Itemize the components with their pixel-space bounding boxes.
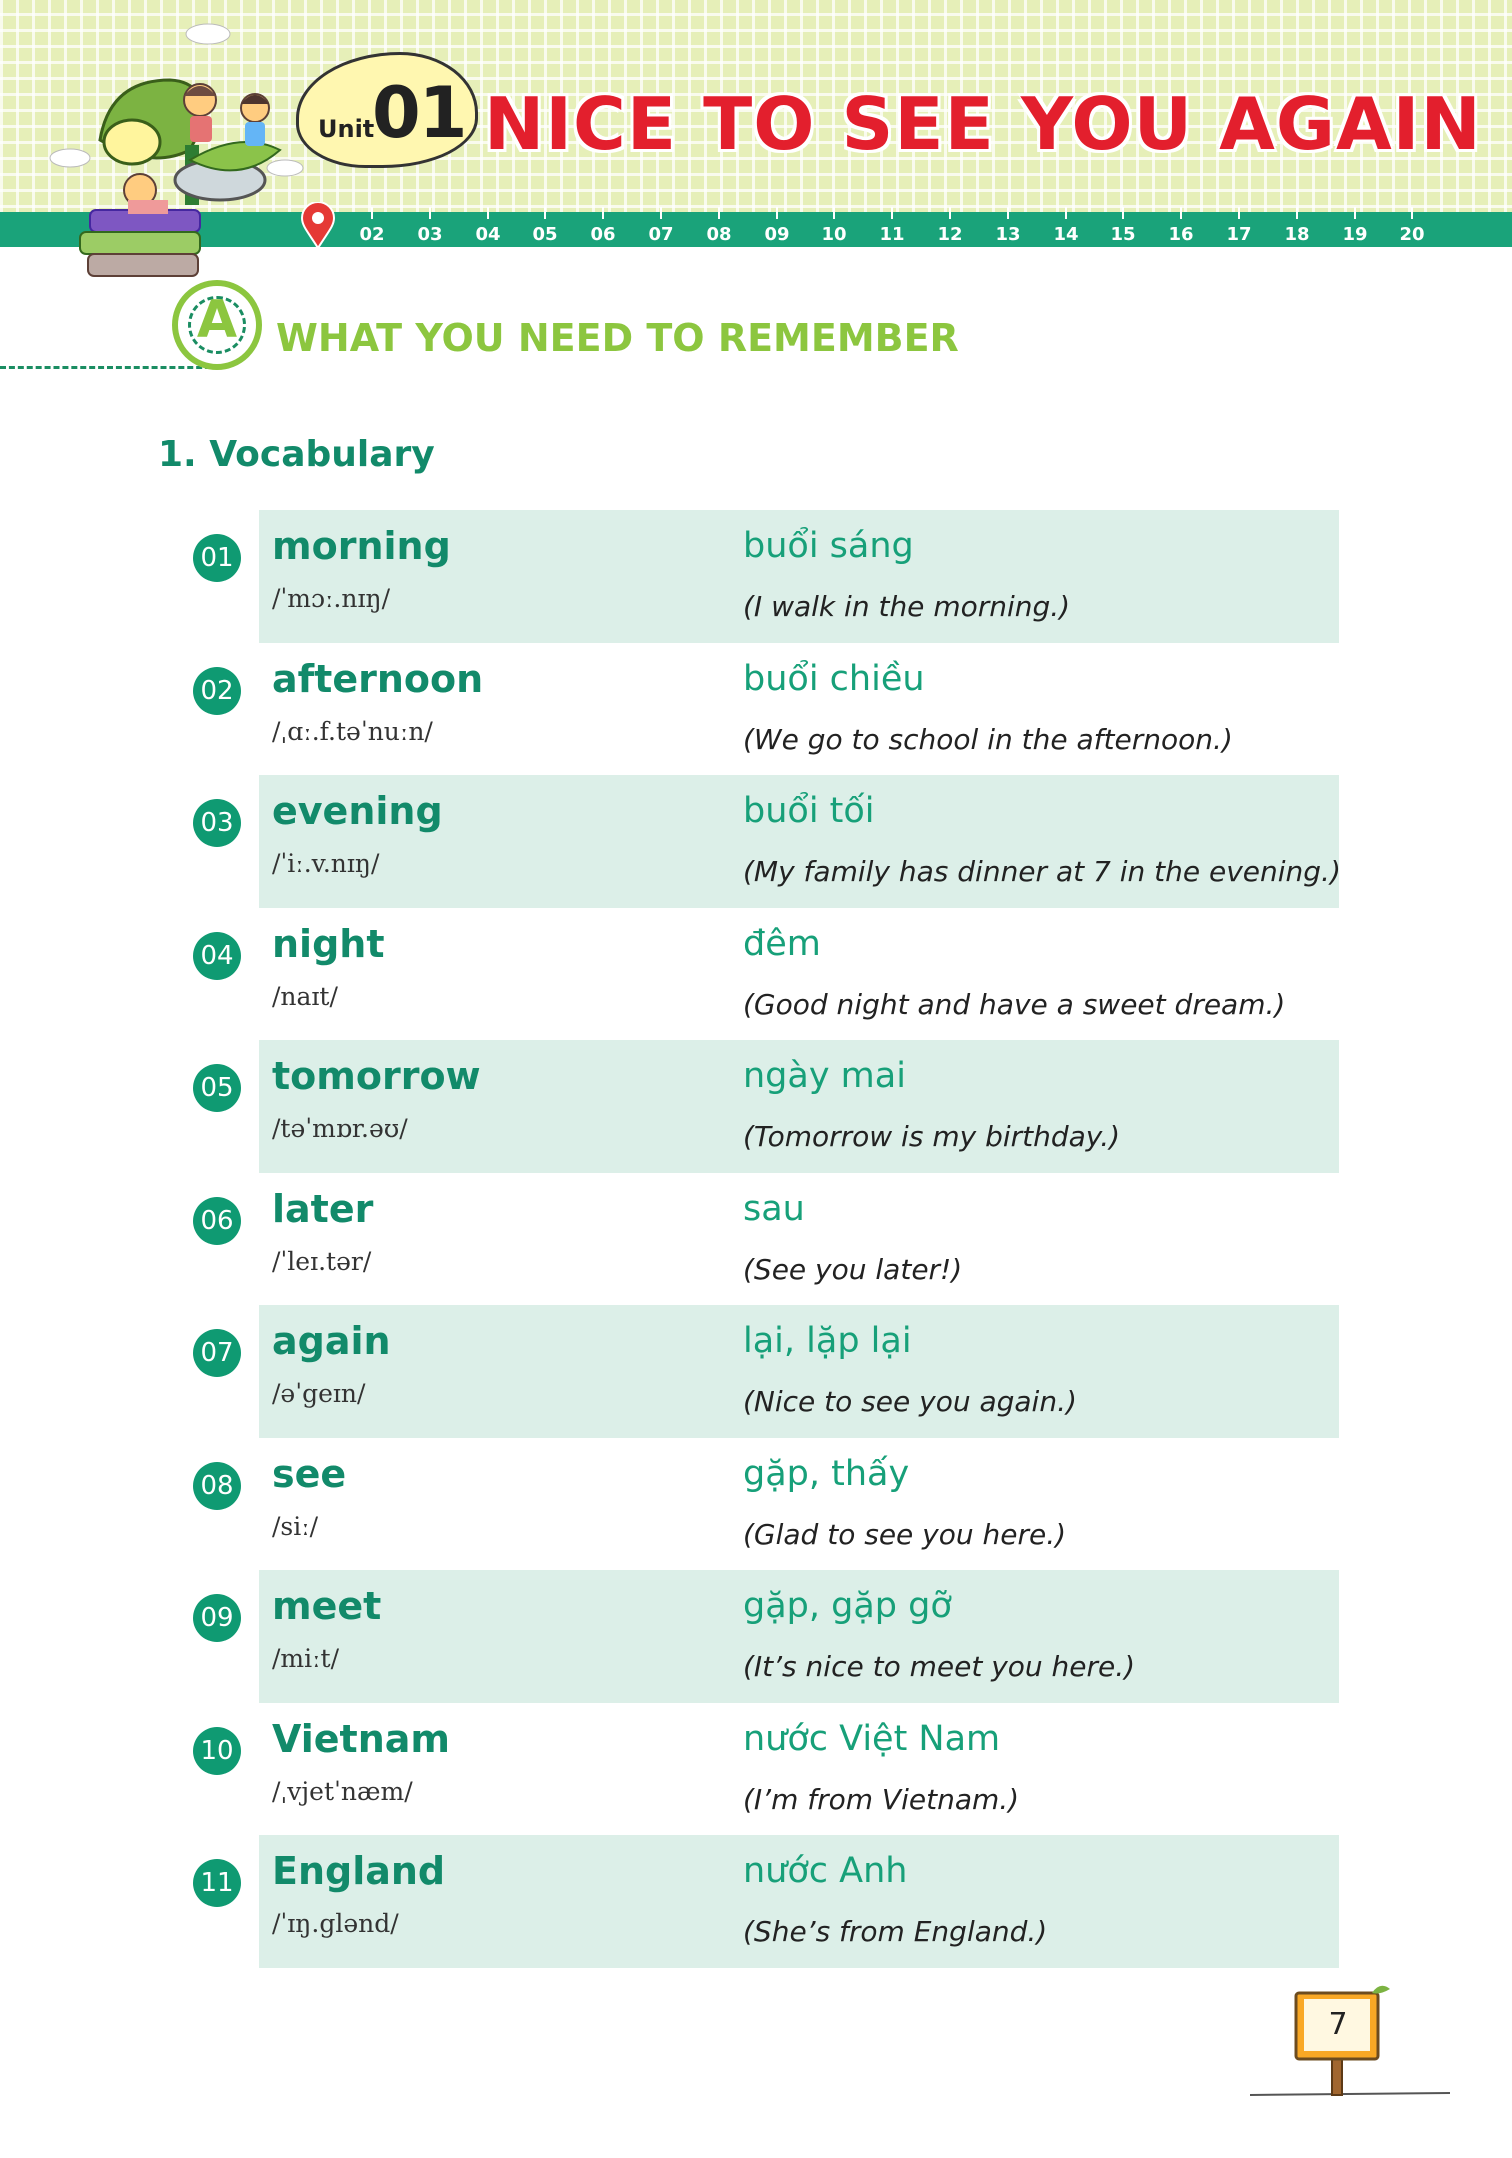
vocab-row (0, 1305, 1512, 1438)
vocab-example: (Tomorrow is my birthday.) (743, 1120, 1121, 1153)
vocab-meaning: đêm (743, 923, 821, 964)
ruler-tick (1180, 207, 1182, 219)
unit-nav-number[interactable]: 13 (995, 224, 1021, 245)
vocab-example: (I walk in the morning.) (743, 590, 1071, 623)
ruler-tick (949, 207, 951, 219)
vocab-word: evening (272, 789, 443, 833)
vocab-meaning: nước Việt Nam (743, 1718, 1001, 1759)
ruler-tick (1007, 207, 1009, 219)
ruler-tick (660, 207, 662, 219)
vocab-meaning: nước Anh (743, 1851, 908, 1891)
vocab-example: (Good night and have a sweet dream.) (743, 987, 1286, 1021)
vocab-word: afternoon (272, 656, 484, 701)
ruler-tick (544, 207, 546, 219)
vocab-row (0, 643, 1512, 776)
section-title: WHAT YOU NEED TO REMEMBER (276, 316, 959, 360)
unit-nav-number[interactable]: 15 (1110, 224, 1136, 245)
ruler-tick (1065, 207, 1067, 219)
unit-nav-number[interactable]: 05 (532, 224, 558, 245)
vocab-number-badge: 02 (193, 667, 241, 715)
vocab-meaning: gặp, thấy (743, 1453, 910, 1494)
vocab-example: (We go to school in the afternoon.) (743, 722, 1233, 756)
section-letter: A (196, 290, 238, 350)
vocab-word: see (272, 1451, 347, 1496)
vocab-number-badge: 01 (193, 534, 241, 582)
ruler-tick (1238, 207, 1240, 219)
unit-nav-number[interactable]: 06 (590, 224, 616, 245)
vocab-example: (My family has dinner at 7 in the evening.) (743, 855, 1341, 888)
vocab-number-badge: 04 (193, 932, 241, 980)
unit-nav-number[interactable]: 09 (764, 224, 790, 245)
vocab-pronunciation: /naɪt/ (272, 981, 338, 1011)
page-number: 7 (1328, 2007, 1348, 2042)
ruler-tick (371, 207, 373, 219)
vocab-pronunciation: /ˈɪŋ.glənd/ (272, 1909, 399, 1938)
ruler-tick (429, 207, 431, 219)
vocabulary-heading: 1. Vocabulary (158, 434, 435, 475)
unit-nav-number[interactable]: 11 (879, 224, 905, 245)
vocab-row (0, 775, 1512, 908)
vocab-row (0, 908, 1512, 1041)
vocab-pronunciation: /əˈgeɪn/ (272, 1379, 366, 1408)
vocab-example: (See you later!) (743, 1252, 963, 1286)
vocab-word: again (272, 1319, 391, 1363)
unit-nav-number[interactable]: 02 (359, 224, 385, 245)
vocab-pronunciation: /ˈmɔː.nɪŋ/ (272, 584, 390, 613)
ruler-tick (1354, 207, 1356, 219)
unit-nav-number[interactable]: 03 (417, 224, 443, 245)
vocab-row (0, 510, 1512, 643)
signpost-icon (1240, 1985, 1460, 2105)
unit-number: 01 (372, 72, 466, 154)
vocab-pronunciation: /ˌvjetˈnæm/ (272, 1776, 413, 1806)
ruler-tick (833, 207, 835, 219)
unit-nav-number[interactable]: 12 (937, 224, 963, 245)
ruler-tick (891, 207, 893, 219)
ruler-tick (1411, 207, 1413, 219)
vocab-row (0, 1173, 1512, 1306)
vocab-number-badge: 10 (193, 1727, 241, 1775)
vocab-row (0, 1835, 1512, 1968)
vocab-meaning: gặp, gặp gỡ (743, 1586, 952, 1626)
vocab-row (0, 1438, 1512, 1571)
children-reading-illustration (40, 20, 340, 290)
ruler-tick (602, 207, 604, 219)
vocab-number-badge: 09 (193, 1594, 241, 1642)
vocab-word: tomorrow (272, 1054, 481, 1098)
vocab-number-badge: 06 (193, 1197, 241, 1245)
unit-nav-number[interactable]: 17 (1226, 224, 1252, 245)
vocab-word: morning (272, 524, 451, 568)
ruler-tick (1122, 207, 1124, 219)
vocab-word: later (272, 1186, 374, 1231)
vocab-number-badge: 11 (193, 1859, 241, 1907)
vocab-example: (Nice to see you again.) (743, 1385, 1077, 1418)
vocab-pronunciation: /miːt/ (272, 1644, 340, 1673)
unit-nav-number[interactable]: 04 (475, 224, 501, 245)
unit-nav-number[interactable]: 19 (1342, 224, 1368, 245)
unit-label: Unit (318, 115, 375, 143)
ruler-tick (776, 207, 778, 219)
vocab-meaning: buổi tối (743, 791, 875, 831)
ruler-tick (487, 207, 489, 219)
unit-title: NICE TO SEE YOU AGAIN (484, 82, 1482, 166)
vocab-number-badge: 05 (193, 1064, 241, 1112)
unit-nav-number[interactable]: 14 (1053, 224, 1079, 245)
vocab-row (0, 1040, 1512, 1173)
vocab-word: England (272, 1849, 446, 1893)
vocab-meaning: ngày mai (743, 1056, 906, 1096)
vocab-pronunciation: /siː/ (272, 1511, 319, 1541)
unit-nav-number[interactable]: 20 (1399, 224, 1425, 245)
vocab-example: (I’m from Vietnam.) (743, 1782, 1020, 1816)
unit-nav-number[interactable]: 10 (821, 224, 847, 245)
location-pin-icon (300, 202, 336, 250)
vocab-word: meet (272, 1584, 382, 1628)
vocab-example: (Glad to see you here.) (743, 1517, 1067, 1551)
ruler-tick (718, 207, 720, 219)
vocab-word: Vietnam (272, 1716, 450, 1761)
unit-nav-number[interactable]: 08 (706, 224, 732, 245)
vocab-row (0, 1570, 1512, 1703)
vocab-number-badge: 08 (193, 1462, 241, 1510)
vocabulary-list (0, 510, 1512, 1968)
unit-nav-number[interactable]: 07 (648, 224, 674, 245)
vocab-pronunciation: /təˈmɒr.əʊ/ (272, 1114, 408, 1143)
vocab-pronunciation: /ˌɑː.f.təˈnuːn/ (272, 716, 433, 746)
vocab-pronunciation: /ˈleɪ.tər/ (272, 1246, 372, 1276)
dashed-divider (0, 366, 220, 369)
vocab-meaning: buổi chiều (743, 658, 925, 699)
vocab-number-badge: 07 (193, 1329, 241, 1377)
section-badge (172, 280, 262, 370)
vocab-number-badge: 03 (193, 799, 241, 847)
unit-nav-number[interactable]: 18 (1284, 224, 1310, 245)
vocab-example: (It’s nice to meet you here.) (743, 1650, 1136, 1683)
vocab-example: (She’s from England.) (743, 1915, 1048, 1948)
vocab-pronunciation: /ˈiː.v.nɪŋ/ (272, 849, 380, 878)
ruler-tick (1296, 207, 1298, 219)
vocab-meaning: buổi sáng (743, 526, 914, 566)
vocab-meaning: lại, lặp lại (743, 1321, 912, 1361)
unit-nav-number[interactable]: 16 (1168, 224, 1194, 245)
vocab-word: night (272, 921, 385, 966)
vocab-meaning: sau (743, 1188, 805, 1229)
vocab-row (0, 1703, 1512, 1836)
